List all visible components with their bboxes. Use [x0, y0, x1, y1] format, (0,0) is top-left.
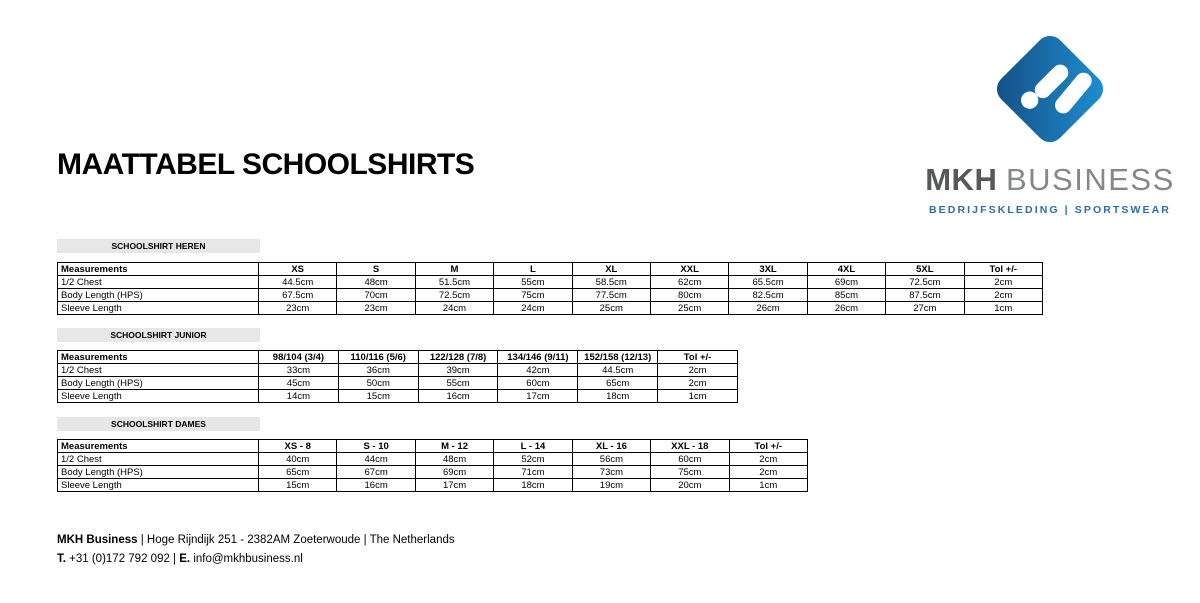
measurement-value: 45cm — [259, 377, 339, 390]
measurement-value: 70cm — [337, 289, 415, 302]
table-row — [58, 289, 1043, 302]
measurement-value: 48cm — [415, 453, 493, 466]
measurement-value: 18cm — [494, 479, 572, 492]
measurement-value: 15cm — [338, 390, 418, 403]
measurement-value: 17cm — [498, 390, 578, 403]
measurement-value: 69cm — [807, 276, 885, 289]
footer-phone: +31 (0)172 792 092 | — [65, 553, 180, 565]
measurement-value: 19cm — [572, 479, 650, 492]
measurement-value: 85cm — [807, 289, 885, 302]
measurement-label: Body Length (HPS) — [58, 289, 259, 302]
footer-address: | Hoge Rijndijk 251 - 2382AM Zoeterwoude | The Netherlands — [137, 534, 455, 546]
measurement-value: 2cm — [729, 466, 807, 479]
logo-diamond — [925, 28, 1175, 150]
measurement-label: Sleeve Length — [58, 390, 259, 403]
column-header: M — [415, 263, 493, 276]
measurement-value: 56cm — [572, 453, 650, 466]
measurement-value: 2cm — [729, 453, 807, 466]
measurement-value: 62cm — [650, 276, 728, 289]
measurement-value: 69cm — [415, 466, 493, 479]
size-table-heren — [57, 262, 1043, 315]
column-header: XL — [572, 263, 650, 276]
table-row — [58, 377, 738, 390]
footer-email-label: E. — [179, 553, 191, 565]
measurement-value: 14cm — [259, 390, 339, 403]
measurement-value: 75cm — [494, 289, 572, 302]
measurement-value: 24cm — [494, 302, 572, 315]
measurement-value: 82.5cm — [729, 289, 807, 302]
column-header: L - 14 — [494, 440, 572, 453]
table-row — [58, 479, 808, 492]
column-header: M - 12 — [415, 440, 493, 453]
measurement-label: 1/2 Chest — [58, 276, 259, 289]
measurement-value: 60cm — [651, 453, 729, 466]
measurement-value: 2cm — [658, 377, 738, 390]
measurement-value: 23cm — [337, 302, 415, 315]
table-row — [58, 276, 1043, 289]
measurement-value: 16cm — [418, 390, 498, 403]
measurement-value: 20cm — [651, 479, 729, 492]
table-row — [58, 364, 738, 377]
measurement-value: 58.5cm — [572, 276, 650, 289]
measurement-value: 77.5cm — [572, 289, 650, 302]
measurement-label: Sleeve Length — [58, 302, 259, 315]
column-header: Tol +/- — [658, 351, 738, 364]
measurement-value: 72.5cm — [415, 289, 493, 302]
measurement-value: 65cm — [259, 466, 337, 479]
footer-address-line — [57, 531, 455, 550]
section-bar-heren: SCHOOLSHIRT HEREN — [57, 239, 260, 253]
measurement-label: 1/2 Chest — [58, 364, 259, 377]
table-header-row — [58, 263, 1043, 276]
column-header: Tol +/- — [964, 263, 1042, 276]
measurement-value: 25cm — [650, 302, 728, 315]
footer — [57, 531, 455, 569]
company-logo — [925, 28, 1175, 216]
measurement-value: 17cm — [415, 479, 493, 492]
measurement-value: 36cm — [338, 364, 418, 377]
measurement-value: 26cm — [729, 302, 807, 315]
column-header: 122/128 (7/8) — [418, 351, 498, 364]
measurement-value: 16cm — [337, 479, 415, 492]
page-title: MAATTABEL SCHOOLSHIRTS — [57, 148, 475, 181]
footer-email: info@mkhbusiness.nl — [190, 553, 303, 565]
measurement-value: 1cm — [658, 390, 738, 403]
measurement-value: 39cm — [418, 364, 498, 377]
measurement-value: 15cm — [259, 479, 337, 492]
table-row — [58, 302, 1043, 315]
column-header: Measurements — [58, 263, 259, 276]
footer-contact-line — [57, 550, 455, 569]
section-bar-junior: SCHOOLSHIRT JUNIOR — [57, 328, 260, 342]
measurement-label: Sleeve Length — [58, 479, 259, 492]
table-header-row — [58, 351, 738, 364]
column-header: 4XL — [807, 263, 885, 276]
measurement-value: 80cm — [650, 289, 728, 302]
measurement-value: 26cm — [807, 302, 885, 315]
table-row — [58, 453, 808, 466]
column-header: 152/158 (12/13) — [578, 351, 658, 364]
column-header: 98/104 (3/4) — [259, 351, 339, 364]
measurement-value: 55cm — [418, 377, 498, 390]
measurement-value: 52cm — [494, 453, 572, 466]
table-row — [58, 466, 808, 479]
column-header: Measurements — [58, 440, 259, 453]
column-header: Tol +/- — [729, 440, 807, 453]
size-table-dames — [57, 439, 808, 492]
measurement-value: 24cm — [415, 302, 493, 315]
measurement-value: 67cm — [337, 466, 415, 479]
column-header: XS — [259, 263, 337, 276]
measurement-value: 48cm — [337, 276, 415, 289]
column-header: S - 10 — [337, 440, 415, 453]
measurement-value: 67.5cm — [259, 289, 337, 302]
table-header-row — [58, 440, 808, 453]
measurement-value: 44.5cm — [578, 364, 658, 377]
column-header: 134/146 (9/11) — [498, 351, 578, 364]
column-header: XS - 8 — [259, 440, 337, 453]
column-header: XL - 16 — [572, 440, 650, 453]
column-header: XXL - 18 — [651, 440, 729, 453]
measurement-value: 1cm — [729, 479, 807, 492]
column-header: 110/116 (5/6) — [338, 351, 418, 364]
footer-company: MKH Business — [57, 534, 138, 546]
measurement-value: 25cm — [572, 302, 650, 315]
measurement-value: 75cm — [651, 466, 729, 479]
size-table-junior — [57, 350, 738, 403]
measurement-value: 44cm — [337, 453, 415, 466]
measurement-value: 51.5cm — [415, 276, 493, 289]
column-header: 5XL — [886, 263, 964, 276]
brand-mkh: MKH — [925, 162, 998, 197]
measurement-value: 23cm — [259, 302, 337, 315]
brand-business: BUSINESS — [1005, 162, 1175, 197]
measurement-value: 2cm — [658, 364, 738, 377]
table-row — [58, 390, 738, 403]
column-header: S — [337, 263, 415, 276]
measurement-value: 42cm — [498, 364, 578, 377]
measurement-label: 1/2 Chest — [58, 453, 259, 466]
measurement-label: Body Length (HPS) — [58, 466, 259, 479]
brand-tagline: BEDRIJFSKLEDING | SPORTSWEAR — [928, 204, 1171, 216]
logo-diamond-icon — [989, 28, 1111, 150]
measurement-value: 50cm — [338, 377, 418, 390]
measurement-label: Body Length (HPS) — [58, 377, 259, 390]
measurement-value: 44.5cm — [259, 276, 337, 289]
brand-wordmark — [925, 162, 1175, 198]
measurement-value: 33cm — [259, 364, 339, 377]
measurement-value: 60cm — [498, 377, 578, 390]
column-header: Measurements — [58, 351, 259, 364]
measurement-value: 27cm — [886, 302, 964, 315]
measurement-value: 55cm — [494, 276, 572, 289]
measurement-value: 2cm — [964, 276, 1042, 289]
footer-phone-label: T. — [57, 553, 66, 565]
measurement-value: 2cm — [964, 289, 1042, 302]
measurement-value: 1cm — [964, 302, 1042, 315]
column-header: L — [494, 263, 572, 276]
section-bar-dames: SCHOOLSHIRT DAMES — [57, 417, 260, 431]
measurement-value: 72.5cm — [886, 276, 964, 289]
measurement-value: 40cm — [259, 453, 337, 466]
measurement-value: 71cm — [494, 466, 572, 479]
measurement-value: 87.5cm — [886, 289, 964, 302]
measurement-value: 73cm — [572, 466, 650, 479]
column-header: XXL — [650, 263, 728, 276]
column-header: 3XL — [729, 263, 807, 276]
measurement-value: 65.5cm — [729, 276, 807, 289]
measurement-value: 65cm — [578, 377, 658, 390]
measurement-value: 18cm — [578, 390, 658, 403]
